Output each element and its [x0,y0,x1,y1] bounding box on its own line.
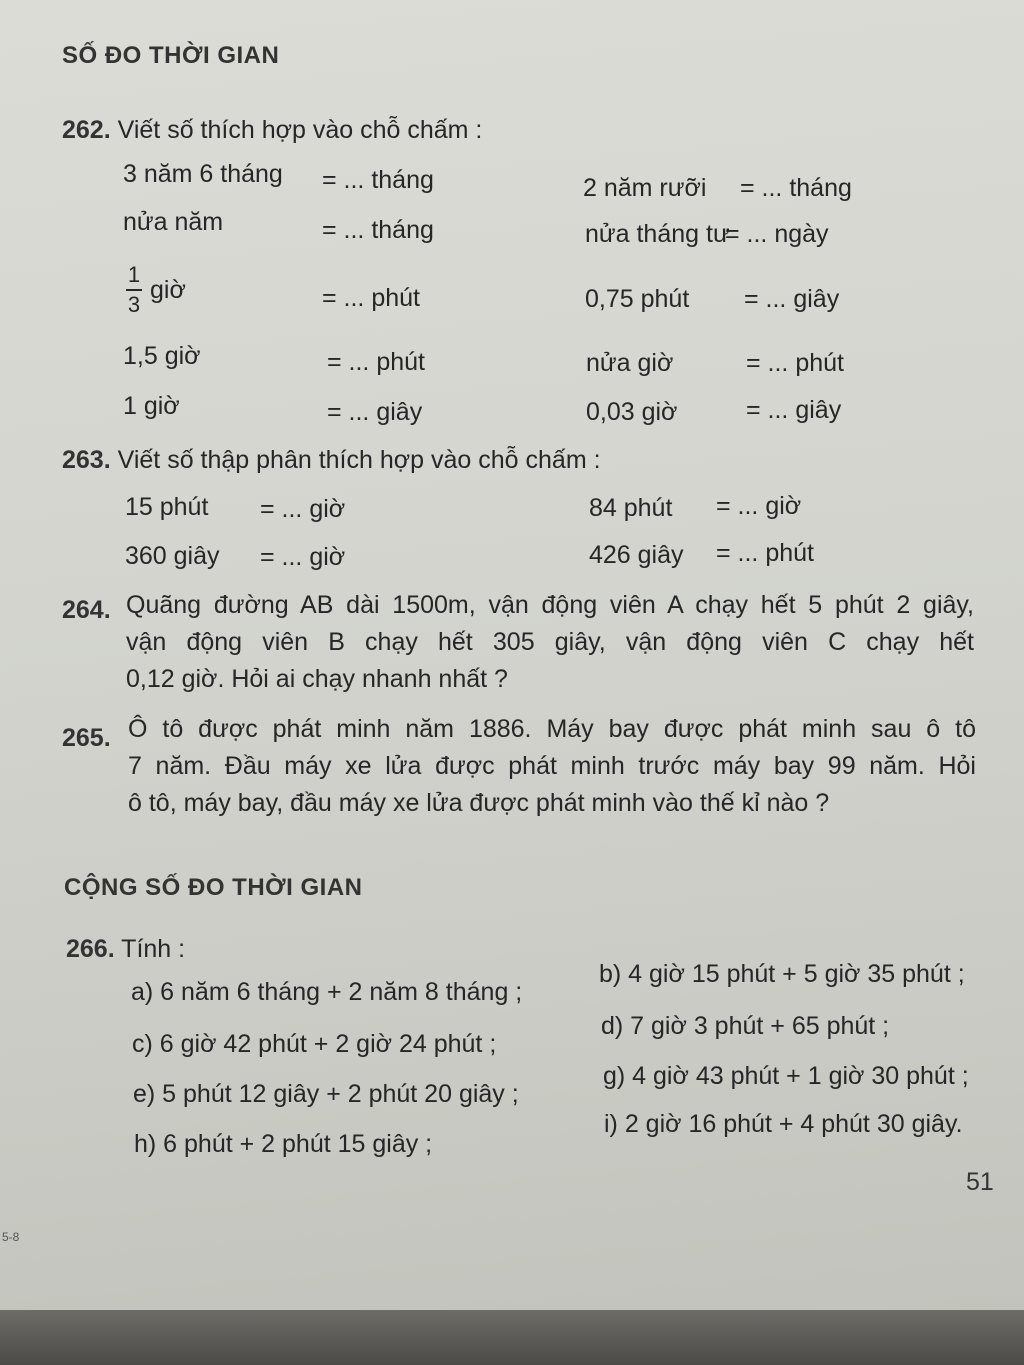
exercise-264-text [126,587,974,698]
ex262-right-r3-lhs: 0,75 phút [585,285,690,313]
fraction-numerator: 1 [127,262,141,287]
ex263-left-r1-rhs: = ... giờ [260,495,346,523]
page-number: 51 [966,1168,994,1196]
exercise-number: 262. [62,116,111,144]
ex263-left-r1-lhs: 15 phút [125,493,209,521]
ex266-item-e: e) 5 phút 12 giây + 2 phút 20 giây ; [133,1080,519,1108]
exercise-prompt: Viết số thích hợp vào chỗ chấm : [117,116,483,144]
ex262-right-r2-rhs: = ... ngày [725,220,829,248]
ex262-left-r3-rhs: = ... phút [322,284,420,312]
ex262-right-r4-lhs: nửa giờ [586,349,674,377]
ex262-left-r4-rhs: = ... phút [327,348,425,376]
ex266-item-h: h) 6 phút + 2 phút 15 giây ; [134,1130,433,1158]
ex262-left-r2-rhs: = ... tháng [322,216,434,244]
ex265-line-1: Ô tô được phát minh năm 1886. Máy bay được phát minh sau ô tô [128,715,976,743]
ex262-left-r5-lhs: 1 giờ [123,392,180,420]
fraction-denominator: 3 [127,292,141,317]
margin-mark: 5-8 [2,1230,20,1244]
ex262-right-r3-rhs: = ... giây [744,285,840,313]
ex263-right-r1-rhs: = ... giờ [716,492,802,520]
ex262-left-r3-unit: giờ [150,276,186,304]
ex262-right-r5-lhs: 0,03 giờ [586,398,678,426]
ex264-line-1: Quãng đường AB dài 1500m, vận động viên A chạy hết 5 phút 2 giây, [126,591,974,619]
exercise-265-text [128,711,976,822]
exercise-number-265: 265. [62,724,111,752]
ex266-item-b: b) 4 giờ 15 phút + 5 giờ 35 phút ; [599,960,965,988]
ex263-left-r2-lhs: 360 giây [125,542,220,570]
exercise-number-264: 264. [62,596,111,624]
ex266-item-d: d) 7 giờ 3 phút + 65 phút ; [601,1012,890,1040]
ex262-right-r5-rhs: = ... giây [746,396,842,424]
ex264-line-3: 0,12 giờ. Hỏi ai chạy nhanh nhất ? [126,665,508,693]
ex262-left-r1-rhs: = ... tháng [322,166,434,194]
table-surface [0,1310,1024,1365]
ex263-right-r1-lhs: 84 phút [589,494,673,522]
ex263-right-r2-lhs: 426 giây [589,541,684,569]
ex266-item-i: i) 2 giờ 16 phút + 4 phút 30 giây. [604,1110,963,1138]
ex262-left-r2-lhs: nửa năm [123,208,224,236]
ex265-line-2: 7 năm. Đầu máy xe lửa được phát minh trước máy bay 99 năm. Hỏi [128,752,976,780]
exercise-262 [62,116,482,145]
exercise-266 [66,935,185,964]
ex262-right-r2-lhs: nửa tháng tư [585,220,730,248]
ex262-left-r4-lhs: 1,5 giờ [123,342,201,370]
ex262-left-r5-rhs: = ... giây [327,398,423,426]
ex265-line-3: ô tô, máy bay, đầu máy xe lửa được phát minh vào thế kỉ nào ? [128,789,830,817]
ex262-right-r1-rhs: = ... tháng [740,174,852,202]
ex266-item-a: a) 6 năm 6 tháng + 2 năm 8 tháng ; [131,978,523,1006]
exercise-263 [62,446,601,475]
section-title-cong-so-do-thoi-gian: CỘNG SỐ ĐO THỜI GIAN [64,874,363,901]
ex262-left-r1-lhs: 3 năm 6 tháng [123,160,283,188]
ex263-right-r2-rhs: = ... phút [716,539,814,567]
ex266-item-g: g) 4 giờ 43 phút + 1 giờ 30 phút ; [603,1062,969,1090]
fraction-bar [126,289,142,291]
fraction-one-third [126,262,142,318]
section-title-so-do-thoi-gian: SỐ ĐO THỜI GIAN [62,42,280,69]
ex262-right-r4-rhs: = ... phút [746,349,844,377]
ex262-right-r1-lhs: 2 năm rưỡi [583,174,707,202]
exercise-prompt: Viết số thập phân thích hợp vào chỗ chấm : [117,446,601,474]
exercise-prompt: Tính : [121,935,186,963]
exercise-number: 263. [62,446,111,474]
ex264-line-2: vận động viên B chạy hết 305 giây, vận động viên C chạy hết [126,628,974,656]
ex266-item-c: c) 6 giờ 42 phút + 2 giờ 24 phút ; [132,1030,497,1058]
ex263-left-r2-rhs: = ... giờ [260,543,346,571]
exercise-number: 266. [66,935,115,963]
